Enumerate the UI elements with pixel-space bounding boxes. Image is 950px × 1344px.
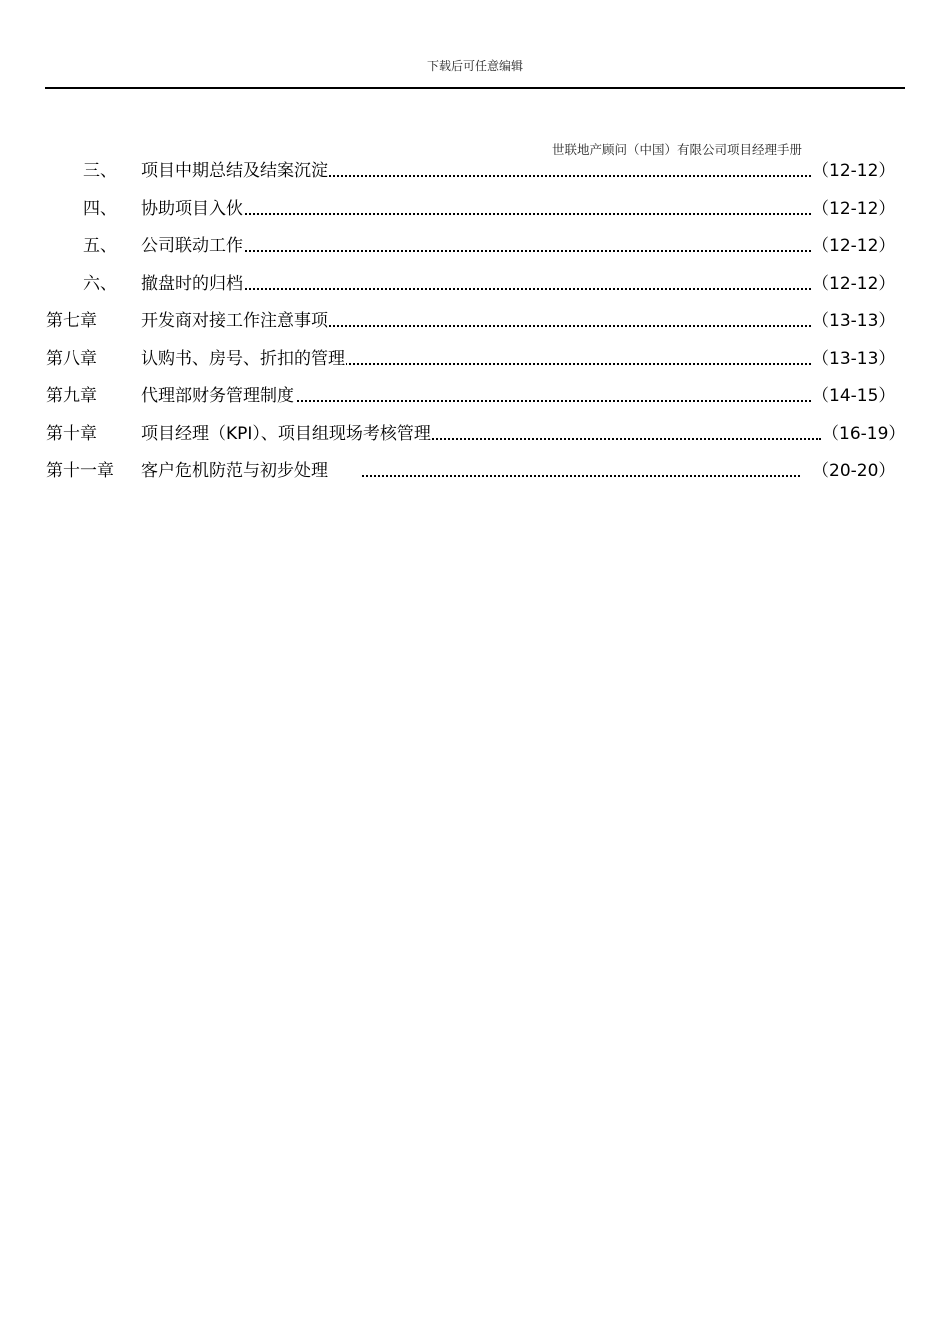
- toc-entry-pages: （12-12）: [812, 196, 895, 222]
- toc-entry-pages: （14-15）: [812, 383, 895, 409]
- toc-entry[interactable]: [0, 383, 950, 421]
- toc-entry-number: 三、: [83, 161, 117, 181]
- toc-entry[interactable]: [0, 346, 950, 384]
- toc-entry-number: 第八章: [46, 348, 97, 369]
- toc-entry[interactable]: [0, 271, 950, 309]
- table-of-contents: [0, 158, 950, 496]
- toc-entry-pages: （12-12）: [812, 271, 895, 297]
- toc-entry[interactable]: [0, 158, 950, 196]
- toc-entry[interactable]: [0, 421, 950, 459]
- toc-entry-title: 认购书、房号、折扣的管理: [141, 346, 346, 372]
- toc-entry-number: 第七章: [46, 311, 97, 331]
- toc-entry-number: 五、: [83, 236, 117, 256]
- toc-leader-dots: [362, 475, 800, 477]
- toc-entry[interactable]: [0, 233, 950, 271]
- toc-entry[interactable]: [0, 196, 950, 234]
- toc-entry-pages: （12-12）: [812, 158, 895, 184]
- top-note: 下载后可任意编辑: [426, 59, 523, 73]
- document-header: 世联地产顾问（中国）有限公司项目经理手册: [552, 142, 803, 157]
- toc-entry[interactable]: [0, 308, 950, 346]
- toc-entry-number: 四、: [83, 198, 117, 219]
- toc-entry-title: 代理部财务管理制度: [141, 383, 295, 409]
- header-rule: [45, 87, 905, 89]
- toc-entry-pages: （16-19）: [822, 421, 905, 447]
- toc-entry-title: 项目中期总结及结案沉淀: [141, 158, 329, 184]
- toc-entry-title: 开发商对接工作注意事项: [141, 308, 329, 334]
- toc-entry-title: 客户危机防范与初步处理: [141, 458, 329, 484]
- toc-entry-title: 公司联动工作: [141, 233, 244, 259]
- toc-entry-number: 第十章: [46, 423, 97, 444]
- toc-entry-number: 第九章: [46, 386, 97, 406]
- toc-entry[interactable]: [0, 458, 950, 496]
- toc-entry-title: 项目经理（KPI）、项目组现场考核管理: [141, 421, 432, 447]
- toc-entry-title: 撤盘时的归档: [141, 271, 244, 297]
- toc-entry-pages: （13-13）: [812, 346, 895, 372]
- toc-entry-number: 六、: [83, 273, 117, 294]
- toc-entry-pages: （12-12）: [812, 233, 895, 259]
- toc-entry-number: 第十一章: [46, 461, 114, 481]
- toc-entry-pages: （20-20）: [812, 458, 895, 484]
- toc-entry-pages: （13-13）: [812, 308, 895, 334]
- toc-entry-title: 协助项目入伙: [141, 196, 244, 222]
